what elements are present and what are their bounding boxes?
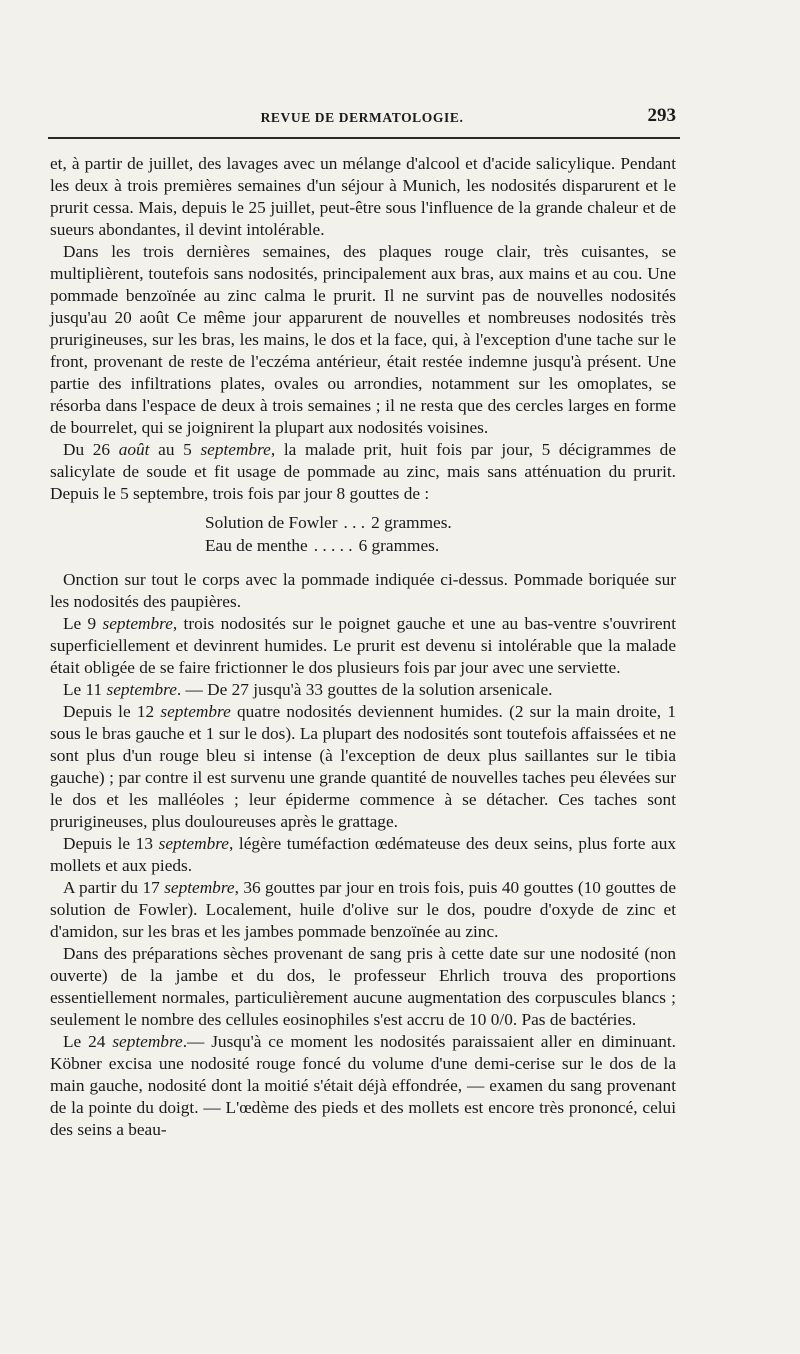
paragraph bbox=[50, 153, 676, 241]
paragraph bbox=[50, 833, 676, 877]
header-rule bbox=[48, 137, 680, 139]
text-run: Depuis le 13 bbox=[63, 834, 159, 853]
text-run: Du 26 bbox=[63, 440, 119, 459]
text-run: Dans les trois dernières semaines, des plaques rouge clair, très cuisantes, se multiplièrent, toutefois sans nodosités, principalement aux bras, aux mains et au cou. Une pommade benzoïnée au zinc calma le prurit. Il ne survint pas de nouvelles nodosités jusqu'au 20 août Ce même jour apparurent de nouvelles et nombreuses nodosités très prurigineuses, sur les bras, les mains, le dos et la face, qui, à l'exception d'une tache sur le front, provenant de reste de l'eczéma antérieur, était restée indemne jusqu'à présent. Une partie des infiltrations plates, ovales ou arrondies, notamment sur les omoplates, se résorba dans l'espace de deux à trois semaines ; il ne resta que des cercles larges en forme de bourrelet, qui se joignirent la plupart aux nodosités voisines. bbox=[50, 242, 676, 437]
ingredient-quantity: 2 grammes. bbox=[371, 513, 452, 532]
paragraph bbox=[50, 439, 676, 505]
text-run: A partir du 17 bbox=[63, 878, 165, 897]
paragraph bbox=[50, 613, 676, 679]
italic-date: septembre bbox=[106, 680, 177, 699]
text-run: . — De 27 jusqu'à 33 gouttes de la solution arsenicale. bbox=[176, 680, 553, 699]
text-run: , légère tuméfaction œdémateuse des deux seins, plus forte aux mollets et aux pieds. bbox=[50, 834, 676, 875]
text-run: , 36 gouttes par jour en trois fois, puis 40 gouttes (10 gouttes de solution de Fowler). Localement, huile d'olive sur le dos, poudre d'oxyde de zinc et d'amidon, sur les bras et les jambes pommade benzoïnée au zinc. bbox=[50, 878, 676, 941]
leader-dots: . . . . . bbox=[313, 536, 353, 555]
italic-date: septembre bbox=[164, 878, 235, 897]
text-run: Onction sur tout le corps avec la pommade indiquée ci-dessus. Pommade boriquée sur les nodosités des paupières. bbox=[50, 570, 676, 611]
text-run: , la malade prit, huit fois par jour, 5 décigrammes de salicylate de soude et fit usage de pommade au zinc, mais sans atténuation du prurit. Depuis le 5 septembre, trois fois par jour 8 gouttes de : bbox=[50, 440, 676, 503]
text-run: et, à partir de juillet, des lavages avec un mélange d'alcool et d'acide salicylique. Pendant les deux à trois premières semaines d'un séjour à Munich, les nodosités disparurent et le prurit cessa. Mais, depuis le 25 juillet, peut-être sous l'influence de la grande chaleur et de sueurs abondantes, il devint intolérable. bbox=[50, 154, 676, 239]
body-text bbox=[50, 153, 676, 1141]
italic-date: août bbox=[118, 440, 150, 459]
prescription-formula bbox=[50, 511, 676, 557]
italic-date: septembre bbox=[102, 614, 173, 633]
text-run: , trois nodosités sur le poignet gauche et une au bas-ventre s'ouvrirent superficiellement et devinrent humides. Le prurit est devenu si intolérable que la malade était obligée de se faire frictionner le dos plusieurs fois par jour avec une serviette. bbox=[50, 614, 676, 677]
formula-line bbox=[205, 534, 676, 557]
text-run: quatre nodosités deviennent humides. (2 sur la main droite, 1 sous le bras gauche et 1 sur le dos). La plupart des nodosités sont toutefois affaissées et ne sont plus d'un rouge bleu si intense (à l'exception de deux plus saillantes sur le tibia gauche) ; par contre il est survenu une grande quantité de nouvelles taches peu élevées sur le dos et les malléoles ; leur épiderme commence à se détacher. Ces taches sont prurigineuses, plus douloureuses après le grattage. bbox=[50, 702, 676, 831]
ingredient-quantity: 6 grammes. bbox=[358, 536, 440, 555]
paragraph bbox=[50, 569, 676, 613]
ingredient-name: Solution de Fowler bbox=[205, 513, 338, 532]
italic-date: septembre bbox=[158, 834, 229, 853]
leader-dots: . . . bbox=[343, 513, 366, 532]
paragraph bbox=[50, 701, 676, 833]
running-title: REVUE DE DERMATOLOGIE. bbox=[260, 110, 464, 125]
italic-date: septembre bbox=[112, 1032, 183, 1051]
italic-date: septembre bbox=[160, 702, 231, 721]
text-run: Le 9 bbox=[63, 614, 103, 633]
italic-date: septembre bbox=[200, 440, 271, 459]
formula-line bbox=[205, 511, 676, 534]
paragraph bbox=[50, 943, 676, 1031]
text-run: Dans des préparations sèches provenant de sang pris à cette date sur une nodosité (non ouverte) de la jambe et du dos, le professeur Ehrlich trouva des proportions essentiellement normales, particulièrement aucune augmentation des corpuscules blancs ; seulement le nombre des cellules eosinophiles s'est accru de 10 0/0. Pas de bactéries. bbox=[50, 944, 676, 1029]
page-header bbox=[48, 104, 676, 134]
paragraph bbox=[50, 877, 676, 943]
text-run: Depuis le 12 bbox=[63, 702, 161, 721]
text-run: .— Jusqu'à ce moment les nodosités paraissaient aller en diminuant. Köbner excisa une nodosité rouge foncé du volume d'une demi-cerise sur le dos de la main gauche, nodosité dont la moitié s'était déjà effondrée, — examen du sang provenant de la pointe du doigt. — L'œdème des pieds et des mollets est encore très prononcé, celui des seins a beau- bbox=[50, 1032, 676, 1139]
paragraph bbox=[50, 679, 676, 701]
paragraph bbox=[50, 1031, 676, 1141]
paragraph bbox=[50, 241, 676, 439]
text-run: Le 11 bbox=[63, 680, 107, 699]
text-run: au 5 bbox=[149, 440, 201, 459]
page-number: 293 bbox=[647, 105, 676, 126]
ingredient-name: Eau de menthe bbox=[205, 536, 308, 555]
text-run: Le 24 bbox=[63, 1032, 113, 1051]
